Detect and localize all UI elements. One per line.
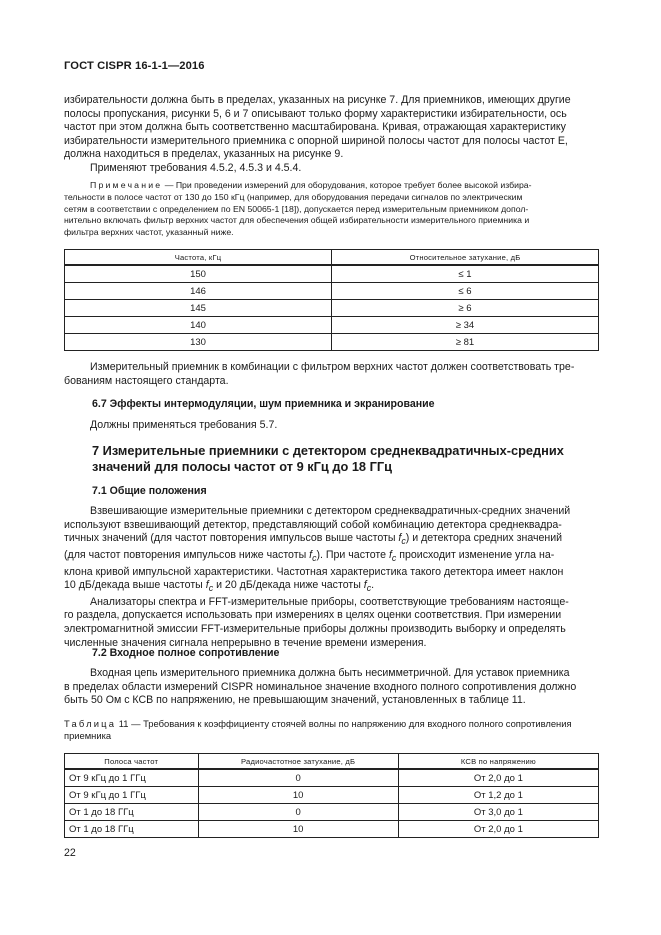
table-cell: ≥ 6 [332, 300, 599, 317]
column-header-frequency: Частота, кГц [65, 250, 332, 266]
table-row [65, 334, 599, 351]
table-cell: 145 [65, 300, 332, 317]
table-row [65, 804, 599, 821]
section-6-7-heading: 6.7 Эффекты интермодуляции, шум приемника и экранирование [92, 398, 435, 410]
page-number: 22 [64, 847, 76, 859]
note-block [64, 180, 599, 239]
note-line: тельности в полосе частот от 130 до 150 кГц (например, для оборудования передачи сигналов по электрическим [64, 191, 523, 202]
table-header-row [65, 754, 599, 770]
text-line: избирательности должна быть в пределах, указанных на рисунке 7. Для приемников, имеющих другие [64, 94, 571, 106]
caption-label: Таблица [64, 718, 117, 729]
table-cell: 150 [65, 265, 332, 283]
text-line: электромагнитной эмиссии FFT-измерительные приборы должны производить выборку и определять [64, 623, 566, 636]
text-span: и 20 дБ/декада ниже частоты [213, 579, 364, 592]
section-6-7-text [64, 419, 599, 433]
document-header: ГОСТ CISPR 16-1-1—2016 [64, 60, 205, 72]
caption-text: приемника [64, 730, 112, 741]
heading-line: значений для полосы частот от 9 кГц до 18 ГГц [92, 459, 392, 474]
text-span: происходит изменение угла на- [396, 548, 555, 561]
table-11-caption [64, 718, 604, 742]
note-line: нительно включать фильтр верхних частот для обеспечения общей избирательности измерительного приемника и [64, 215, 530, 226]
note-line: фильтра верхних частот, указанный ниже. [64, 227, 234, 238]
paragraph-selectivity [64, 94, 599, 176]
table-cell: 146 [65, 283, 332, 300]
text-span: ). При частоте [316, 548, 389, 561]
text-line: быть 50 Ом с КСВ по напряжению, не превышающим значений, установленных в таблице 11. [64, 694, 526, 707]
table-cell: 0 [198, 804, 398, 821]
section-7-1-text [64, 505, 599, 650]
table-row [65, 265, 599, 283]
table-cell: От 9 кГц до 1 ГГц [65, 769, 199, 787]
paragraph-hpf-compliance [64, 361, 599, 388]
fc-subscript: c [401, 536, 406, 547]
table-cell: ≥ 81 [332, 334, 599, 351]
text-span: ) и детектора средних значений [405, 532, 563, 545]
table-cell: От 9 кГц до 1 ГГц [65, 787, 199, 804]
table-cell: 10 [198, 821, 398, 838]
table-row [65, 283, 599, 300]
text-line: избирательности измерительного приемника с опорной шириной полосы частот для полосы частот Е, [64, 134, 568, 147]
text-line: полосы пропускания, рисунки 5, 6 и 7 описывают только форму характеристики избирательности, ось [64, 107, 567, 120]
column-header-band: Полоса частот [65, 754, 199, 770]
text-line: клона кривой импульсной характеристики. Частотная характеристика такого детектора имеет наклон [64, 565, 564, 578]
table-cell: ≤ 1 [332, 265, 599, 283]
table-cell: От 1,2 до 1 [398, 787, 598, 804]
table-cell: От 3,0 до 1 [398, 804, 598, 821]
table-cell: От 2,0 до 1 [398, 769, 598, 787]
table-cell: ≥ 34 [332, 317, 599, 334]
table-cell: От 1 до 18 ГГц [65, 821, 199, 838]
fc-subscript: c [312, 553, 317, 563]
text-line: Взвешивающие измерительные приемники с детектором среднеквадратичных-средних значений [90, 505, 571, 517]
fc-letter: f [309, 548, 313, 561]
caption-text: 11 — Требования к коэффициенту стоячей волны по напряжению для входного полного сопротивления [116, 718, 572, 729]
table-cell: ≤ 6 [332, 283, 599, 300]
note-line: сетям в соответствии с определением по EN 50065-1 [18]), допускается перед измерительным приемником допол- [64, 203, 529, 214]
fc-letter: f [388, 548, 392, 561]
table-row [65, 821, 599, 838]
table-row [65, 300, 599, 317]
text-line [64, 549, 599, 566]
text-span: тичных значений (для частот повторения импульсов выше частоты [64, 532, 399, 545]
table-cell: 10 [198, 787, 398, 804]
text-span: 10 дБ/декада выше частоты [64, 579, 206, 592]
table-row [65, 317, 599, 334]
text-line: бованиям настоящего стандарта. [64, 374, 229, 387]
fc-subscript: c [391, 553, 397, 563]
table-header-row [65, 250, 599, 266]
text-line: Должны применяться требования 5.7. [90, 419, 278, 431]
note-line: При проведении измерений для оборудования, которое требует более высокой избира- [175, 180, 532, 190]
table-cell: 130 [65, 334, 332, 351]
fc-letter: f [398, 532, 402, 545]
section-7-1-heading: 7.1 Общие положения [92, 485, 207, 497]
section-7-heading [92, 443, 602, 475]
text-span: . [371, 579, 375, 592]
column-header-attenuation: Относительное затухание, дБ [332, 250, 599, 266]
section-7-2-heading: 7.2 Входное полное сопротивление [92, 647, 280, 659]
fc-subscript: c [208, 583, 214, 594]
table-cell: 0 [198, 769, 398, 787]
fc-subscript: c [366, 583, 372, 594]
text-line: частот при этом должна быть соответственно масштабирована. Кривая, отражающая характеристику [64, 121, 566, 134]
text-line: в пределах области измерений CISPR номинальное значение входного полного сопротивления должно [64, 680, 577, 693]
text-line [64, 579, 599, 596]
note-label: Примечание [90, 180, 163, 190]
table-cell: 140 [65, 317, 332, 334]
text-span: (для частот повторения импульсов ниже частоты [64, 548, 310, 561]
text-line: Анализаторы спектра и FFT-измерительные приборы, соответствующие требованиям настояще- [90, 595, 569, 608]
fc-letter: f [363, 579, 367, 592]
table-cell: От 2,0 до 1 [398, 821, 598, 838]
table-row [65, 787, 599, 804]
text-line: используют взвешивающий детектор, представляющий собой комбинацию детектора среднеквадра- [64, 518, 562, 531]
column-header-vswr: КСВ по напряжению [398, 754, 598, 770]
fc-letter: f [205, 579, 209, 592]
column-header-rf-attenuation: Радиочастотное затухание, дБ [198, 754, 398, 770]
fc-symbol [309, 549, 316, 561]
table-cell: От 1 до 18 ГГц [65, 804, 199, 821]
requirements-paragraph: Применяют требования 4.5.2, 4.5.3 и 4.5.4. [90, 161, 302, 174]
filter-attenuation-table [64, 249, 599, 351]
table-row [65, 769, 599, 787]
vswr-table [64, 753, 599, 838]
note-dash: — [162, 180, 176, 190]
text-line: Входная цепь измерительного приемника должна быть несимметричной. Для уставок приемника [90, 667, 570, 679]
text-line: численные значения сигнала непрерывно в течение времени измерения. [64, 636, 427, 649]
section-7-2-text [64, 667, 599, 708]
heading-line: 7 Измерительные приемники с детектором среднеквадратичных-средних [92, 443, 564, 458]
fc-symbol [398, 532, 406, 547]
text-line: го раздела, допускается использовать при измерениях в целях оценки соответствия. При измерении [64, 609, 562, 622]
text-line [64, 532, 599, 549]
text-line: должна находиться в пределах, указанных на рисунке 9. [64, 148, 344, 161]
text-line: Измерительный приемник в комбинации с фильтром верхних частот должен соответствовать тре- [90, 361, 575, 373]
